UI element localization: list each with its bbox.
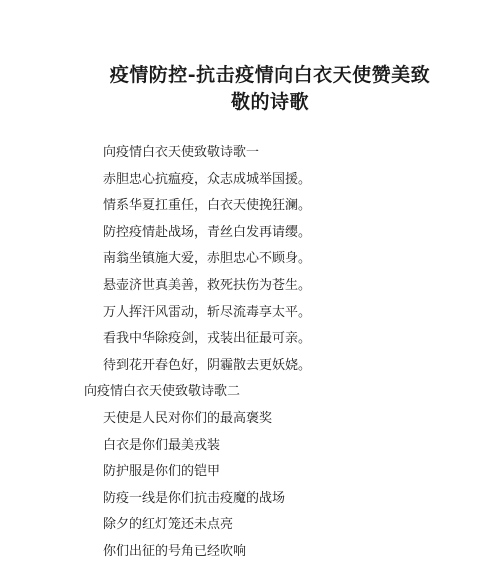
poem-body xyxy=(0,140,500,566)
poem2-line: 防疫一线是你们抗击疫魔的战场 xyxy=(103,490,286,506)
poem1-line: 待到花开春色好，阴霾散去更妖娆。 xyxy=(103,357,312,373)
poem2-line: 除夕的红灯笼还未点亮 xyxy=(103,517,234,533)
title-line-1: 疫情防控-抗击疫情向白衣天使赞美致 xyxy=(109,64,431,86)
poem1-line: 看我中华除疫剑，戎装出征最可亲。 xyxy=(103,331,312,347)
document-title xyxy=(90,62,450,116)
poem1-heading: 向疫情白衣天使致敬诗歌一 xyxy=(103,145,260,160)
poem2-heading: 向疫情白衣天使致敬诗歌二 xyxy=(84,384,241,400)
title-line-2: 敬的诗歌 xyxy=(230,91,309,113)
poem1-line: 情系华夏扛重任，白衣天使挽狂澜。 xyxy=(103,198,312,214)
poem2-line: 你们出征的号角已经吹响 xyxy=(103,543,247,559)
poem1-line: 南翁坐镇施大爱，赤胆忠心不顾身。 xyxy=(103,251,312,267)
poem2-line: 防护服是你们的铠甲 xyxy=(103,464,221,480)
poem2-line: 天使是人民对你们的最高褒奖 xyxy=(103,410,273,426)
poem1-line: 防控疫情赴战场，青丝白发再请缨。 xyxy=(103,224,312,240)
poem1-line: 悬壶济世真美善，救死扶伤为苍生。 xyxy=(103,277,312,293)
poem2-line: 白衣是你们最美戎装 xyxy=(103,437,221,453)
poem1-line: 万人挥汗风雷动，斩尽流毒享太平。 xyxy=(103,304,312,320)
poem1-line: 赤胆忠心抗瘟疫，众志成城举国援。 xyxy=(103,171,312,187)
